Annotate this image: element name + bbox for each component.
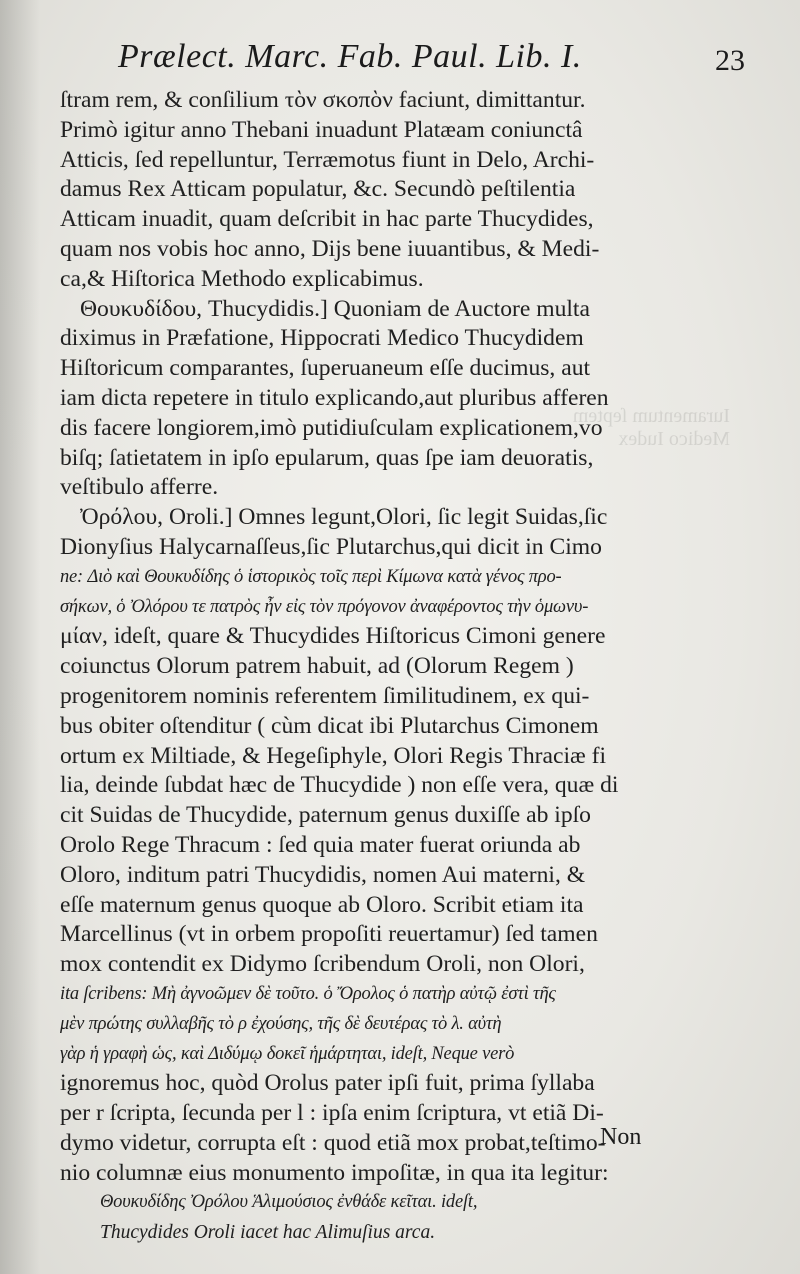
text-line: bus obiter oſtenditur ( cùm dicat ibi Plutarchus Cimonem xyxy=(60,712,599,739)
inscription-greek: Θουκυδίδης Ὀρόλου Ἁλιμούσιος ἐνθάδε κεῖται. ideſt, xyxy=(100,1192,478,1213)
spine-shadow xyxy=(0,0,40,1274)
page-number: 23 xyxy=(715,44,745,77)
text-line: lia, deinde ſubdat hæc de Thucydide ) non eſſe vera, quæ di xyxy=(60,772,619,799)
text-line: ignoremus hoc, quòd Orolus pater ipſi fuit, prima ſyllaba xyxy=(60,1070,595,1097)
inscription-latin: Thucydides Oroli iacet hac Alimuſius arca. xyxy=(100,1222,436,1244)
text-line: biſq; ſatietatem in ipſo epularum, quas ſpe iam deuoratis, xyxy=(60,444,594,471)
lemma-line: Ὀρόλου, Oroli.] Omnes legunt,Olori, ſic legit Suidas,ſic xyxy=(80,504,608,531)
text-line: μίαν, ideſt, quare & Thucydides Hiſtoricus Cimoni genere xyxy=(60,623,606,650)
text-line: mox contendit ex Didymo ſcribendum Oroli, non Olori, xyxy=(60,951,585,978)
show-through-text: Iuramentum ſeptem Medico Iudex xyxy=(572,405,730,450)
text-line: iam dicta repetere in titulo explicando,aut pluribus afferen xyxy=(60,384,609,411)
text-line: cit Suidas de Thucydide, paternum genus duxiſſe ab ipſo xyxy=(60,802,591,829)
text-line: ſtram rem, & conſilium τὸν σκοπὸν faciunt, dimittantur. xyxy=(60,87,586,113)
text-line: coiunctus Olorum patrem habuit, ad (Olorum Regem ) xyxy=(60,653,574,680)
greek-line: σήκων, ὁ Ὀλόρου τε πατρὸς ἦν εἰς τὸν πρόγονον ἀναφέροντος τὴν ὁμωνυ- xyxy=(60,596,589,617)
catchword: Non xyxy=(600,1124,642,1150)
text-line: per r ſcripta, ſecunda per l : ipſa enim ſcriptura, vt etiã Di- xyxy=(60,1100,604,1127)
text-line: nio columnæ eius monumento impoſitæ, in qua ita legitur: xyxy=(60,1159,609,1186)
text-line: Atticam inuadit, quam deſcribit in hac parte Thucydides, xyxy=(60,206,594,233)
text-line: Dionyſius Halycarnaſſeus,ſic Plutarchus,qui dicit in Cimo xyxy=(60,533,602,560)
text-line: Hiſtoricum comparantes, ſuperuaneum eſſe ducimus, aut xyxy=(60,355,591,382)
text-line: ortum ex Miltiade, & Hegeſiphyle, Olori Regis Thraciæ fi xyxy=(60,742,607,769)
text-line: Primò igitur anno Thebani inuadunt Platæam coniunctâ xyxy=(60,116,583,143)
greek-line: ita ſcribens: Μὴ ἀγνοῶμεν δὲ τοῦτο. ὁ Ὄρολος ὁ πατὴρ αὐτῷ ἐστὶ τῆς xyxy=(60,983,556,1004)
text-line: Atticis, ſed repelluntur, Terræmotus fiunt in Delo, Archi- xyxy=(60,146,595,173)
text-line: veſtibulo afferre. xyxy=(60,474,219,501)
running-head: Prælect. Marc. Fab. Paul. Lib. I. xyxy=(118,38,582,75)
text-line: progenitorem nominis referentem ſimilitudinem, ex qui- xyxy=(60,682,590,709)
text-line: ca,& Hiſtorica Methodo explicabimus. xyxy=(60,265,424,292)
greek-line: γὰρ ἡ γραφὴ ὡς, καὶ Διδύμῳ δοκεῖ ἡμάρτηται, ideſt, Neque verò xyxy=(60,1043,515,1064)
text-line: Marcellinus (vt in orbem propoſiti reuertamur) ſed tamen xyxy=(60,921,598,948)
greek-line: μὲν πρώτης συλλαβῆς τὸ ρ ἐχούσης, τῆς δὲ δευτέρας τὸ λ. αὐτὴ xyxy=(60,1013,502,1034)
text-line: diximus in Præfatione, Hippocrati Medico Thucydidem xyxy=(60,325,584,352)
text-line: eſſe maternum genus quoque ab Oloro. Scribit etiam ita xyxy=(60,891,584,918)
text-line: Oloro, inditum patri Thucydidis, nomen Aui materni, & xyxy=(60,861,586,888)
greek-line: ne: Διὸ καὶ Θουκυδίδης ὁ ἱστορικὸς τοῖς περὶ Κίμωνα κατὰ γένος προ- xyxy=(60,566,562,587)
lemma-line: Θουκυδίδου, Thucydidis.] Quoniam de Auctore multa xyxy=(80,295,590,322)
text-line: damus Rex Atticam populatur, &c. Secundò peſtilentia xyxy=(60,176,576,203)
text-line: dymo videtur, corrupta eſt : quod etiã mox probat,teſtimo- xyxy=(60,1129,606,1156)
text-line: dis facere longiorem,imò putidiuſculam explicationem,vo xyxy=(60,414,603,441)
body-text xyxy=(60,86,682,1248)
text-line: Orolo Rege Thracum : ſed quia mater fuerat oriunda ab xyxy=(60,831,581,858)
text-line: quam nos vobis hoc anno, Dijs bene iuuantibus, & Medi- xyxy=(60,235,600,262)
